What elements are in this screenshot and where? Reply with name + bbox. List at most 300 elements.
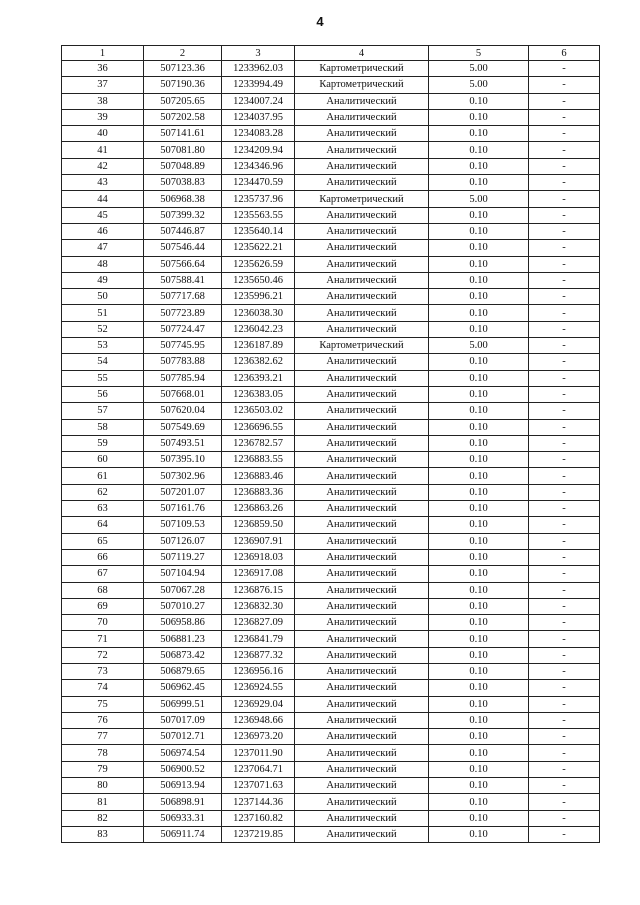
note-cell: - bbox=[529, 338, 600, 354]
x-coordinate-cell: 506898.91 bbox=[144, 794, 222, 810]
method-cell: Аналитический bbox=[295, 240, 429, 256]
table-row bbox=[62, 289, 600, 305]
point-number-cell: 75 bbox=[62, 696, 144, 712]
x-coordinate-cell: 506900.52 bbox=[144, 761, 222, 777]
table-row bbox=[62, 77, 600, 93]
y-coordinate-cell: 1233994.49 bbox=[222, 77, 295, 93]
method-cell: Аналитический bbox=[295, 93, 429, 109]
accuracy-cell: 0.10 bbox=[429, 761, 529, 777]
x-coordinate-cell: 507119.27 bbox=[144, 549, 222, 565]
method-cell: Аналитический bbox=[295, 647, 429, 663]
point-number-cell: 55 bbox=[62, 370, 144, 386]
note-cell: - bbox=[529, 745, 600, 761]
method-cell: Аналитический bbox=[295, 158, 429, 174]
method-cell: Аналитический bbox=[295, 729, 429, 745]
y-coordinate-cell: 1236876.15 bbox=[222, 582, 295, 598]
x-coordinate-cell: 507724.47 bbox=[144, 321, 222, 337]
note-cell: - bbox=[529, 354, 600, 370]
method-cell: Аналитический bbox=[295, 175, 429, 191]
y-coordinate-cell: 1236918.03 bbox=[222, 549, 295, 565]
method-cell: Аналитический bbox=[295, 745, 429, 761]
y-coordinate-cell: 1236841.79 bbox=[222, 631, 295, 647]
x-coordinate-cell: 507566.64 bbox=[144, 256, 222, 272]
note-cell: - bbox=[529, 191, 600, 207]
method-cell: Аналитический bbox=[295, 289, 429, 305]
point-number-cell: 46 bbox=[62, 223, 144, 239]
table-row bbox=[62, 696, 600, 712]
method-cell: Аналитический bbox=[295, 256, 429, 272]
accuracy-cell: 0.10 bbox=[429, 663, 529, 679]
y-coordinate-cell: 1234037.95 bbox=[222, 109, 295, 125]
method-cell: Аналитический bbox=[295, 272, 429, 288]
x-coordinate-cell: 507202.58 bbox=[144, 109, 222, 125]
method-cell: Аналитический bbox=[295, 566, 429, 582]
point-number-cell: 67 bbox=[62, 566, 144, 582]
table-row bbox=[62, 175, 600, 191]
accuracy-cell: 0.10 bbox=[429, 549, 529, 565]
point-number-cell: 76 bbox=[62, 712, 144, 728]
method-cell: Картометрический bbox=[295, 191, 429, 207]
y-coordinate-cell: 1235650.46 bbox=[222, 272, 295, 288]
accuracy-cell: 0.10 bbox=[429, 533, 529, 549]
x-coordinate-cell: 507546.44 bbox=[144, 240, 222, 256]
accuracy-cell: 0.10 bbox=[429, 598, 529, 614]
note-cell: - bbox=[529, 126, 600, 142]
accuracy-cell: 0.10 bbox=[429, 305, 529, 321]
note-cell: - bbox=[529, 647, 600, 663]
x-coordinate-cell: 507399.32 bbox=[144, 207, 222, 223]
method-cell: Аналитический bbox=[295, 126, 429, 142]
note-cell: - bbox=[529, 403, 600, 419]
accuracy-cell: 0.10 bbox=[429, 207, 529, 223]
y-coordinate-cell: 1236382.62 bbox=[222, 354, 295, 370]
point-number-cell: 42 bbox=[62, 158, 144, 174]
table-row bbox=[62, 126, 600, 142]
x-coordinate-cell: 507745.95 bbox=[144, 338, 222, 354]
note-cell: - bbox=[529, 256, 600, 272]
table-row bbox=[62, 615, 600, 631]
x-coordinate-cell: 507010.27 bbox=[144, 598, 222, 614]
accuracy-cell: 0.10 bbox=[429, 794, 529, 810]
table-row bbox=[62, 517, 600, 533]
method-cell: Аналитический bbox=[295, 484, 429, 500]
y-coordinate-cell: 1236973.20 bbox=[222, 729, 295, 745]
y-coordinate-cell: 1236503.02 bbox=[222, 403, 295, 419]
method-cell: Картометрический bbox=[295, 338, 429, 354]
y-coordinate-cell: 1236782.57 bbox=[222, 435, 295, 451]
accuracy-cell: 0.10 bbox=[429, 435, 529, 451]
y-coordinate-cell: 1236877.32 bbox=[222, 647, 295, 663]
accuracy-cell: 0.10 bbox=[429, 745, 529, 761]
y-coordinate-cell: 1237064.71 bbox=[222, 761, 295, 777]
accuracy-cell: 0.10 bbox=[429, 501, 529, 517]
point-number-cell: 38 bbox=[62, 93, 144, 109]
accuracy-cell: 0.10 bbox=[429, 93, 529, 109]
method-cell: Аналитический bbox=[295, 794, 429, 810]
note-cell: - bbox=[529, 729, 600, 745]
y-coordinate-cell: 1237011.90 bbox=[222, 745, 295, 761]
x-coordinate-cell: 507161.76 bbox=[144, 501, 222, 517]
method-cell: Аналитический bbox=[295, 223, 429, 239]
accuracy-cell: 0.10 bbox=[429, 810, 529, 826]
accuracy-cell: 0.10 bbox=[429, 468, 529, 484]
table-row bbox=[62, 566, 600, 582]
method-cell: Аналитический bbox=[295, 517, 429, 533]
accuracy-cell: 5.00 bbox=[429, 338, 529, 354]
table-row bbox=[62, 191, 600, 207]
x-coordinate-cell: 507048.89 bbox=[144, 158, 222, 174]
point-number-cell: 82 bbox=[62, 810, 144, 826]
x-coordinate-cell: 507723.89 bbox=[144, 305, 222, 321]
table-row bbox=[62, 403, 600, 419]
table-row bbox=[62, 419, 600, 435]
point-number-cell: 71 bbox=[62, 631, 144, 647]
method-cell: Аналитический bbox=[295, 501, 429, 517]
note-cell: - bbox=[529, 517, 600, 533]
point-number-cell: 44 bbox=[62, 191, 144, 207]
accuracy-cell: 0.10 bbox=[429, 109, 529, 125]
y-coordinate-cell: 1234007.24 bbox=[222, 93, 295, 109]
table-row bbox=[62, 109, 600, 125]
table-row bbox=[62, 93, 600, 109]
y-coordinate-cell: 1236187.89 bbox=[222, 338, 295, 354]
y-coordinate-cell: 1236863.26 bbox=[222, 501, 295, 517]
note-cell: - bbox=[529, 549, 600, 565]
accuracy-cell: 5.00 bbox=[429, 191, 529, 207]
table-row bbox=[62, 158, 600, 174]
x-coordinate-cell: 507446.87 bbox=[144, 223, 222, 239]
accuracy-cell: 0.10 bbox=[429, 223, 529, 239]
y-coordinate-cell: 1236038.30 bbox=[222, 305, 295, 321]
y-coordinate-cell: 1235640.14 bbox=[222, 223, 295, 239]
method-cell: Аналитический bbox=[295, 598, 429, 614]
note-cell: - bbox=[529, 712, 600, 728]
table-header-row bbox=[62, 46, 600, 61]
table-row bbox=[62, 435, 600, 451]
x-coordinate-cell: 507783.88 bbox=[144, 354, 222, 370]
table-row bbox=[62, 745, 600, 761]
point-number-cell: 69 bbox=[62, 598, 144, 614]
accuracy-cell: 0.10 bbox=[429, 566, 529, 582]
table-body bbox=[62, 61, 600, 843]
point-number-cell: 66 bbox=[62, 549, 144, 565]
note-cell: - bbox=[529, 272, 600, 288]
accuracy-cell: 0.10 bbox=[429, 615, 529, 631]
y-coordinate-cell: 1233962.03 bbox=[222, 61, 295, 77]
accuracy-cell: 0.10 bbox=[429, 142, 529, 158]
point-number-cell: 70 bbox=[62, 615, 144, 631]
point-number-cell: 72 bbox=[62, 647, 144, 663]
point-number-cell: 50 bbox=[62, 289, 144, 305]
note-cell: - bbox=[529, 175, 600, 191]
note-cell: - bbox=[529, 386, 600, 402]
x-coordinate-cell: 506974.54 bbox=[144, 745, 222, 761]
column-header: 2 bbox=[144, 46, 222, 61]
y-coordinate-cell: 1235626.59 bbox=[222, 256, 295, 272]
x-coordinate-cell: 507493.51 bbox=[144, 435, 222, 451]
table-row bbox=[62, 386, 600, 402]
y-coordinate-cell: 1236827.09 bbox=[222, 615, 295, 631]
table-row bbox=[62, 729, 600, 745]
point-number-cell: 36 bbox=[62, 61, 144, 77]
note-cell: - bbox=[529, 207, 600, 223]
y-coordinate-cell: 1236883.46 bbox=[222, 468, 295, 484]
table-row bbox=[62, 778, 600, 794]
x-coordinate-cell: 507038.83 bbox=[144, 175, 222, 191]
method-cell: Аналитический bbox=[295, 403, 429, 419]
column-header: 1 bbox=[62, 46, 144, 61]
accuracy-cell: 0.10 bbox=[429, 370, 529, 386]
x-coordinate-cell: 506962.45 bbox=[144, 680, 222, 696]
note-cell: - bbox=[529, 794, 600, 810]
y-coordinate-cell: 1236393.21 bbox=[222, 370, 295, 386]
point-number-cell: 62 bbox=[62, 484, 144, 500]
method-cell: Аналитический bbox=[295, 761, 429, 777]
note-cell: - bbox=[529, 240, 600, 256]
column-header: 3 bbox=[222, 46, 295, 61]
table-row bbox=[62, 305, 600, 321]
y-coordinate-cell: 1234083.28 bbox=[222, 126, 295, 142]
point-number-cell: 83 bbox=[62, 826, 144, 842]
note-cell: - bbox=[529, 810, 600, 826]
x-coordinate-cell: 506873.42 bbox=[144, 647, 222, 663]
point-number-cell: 80 bbox=[62, 778, 144, 794]
y-coordinate-cell: 1236883.36 bbox=[222, 484, 295, 500]
point-number-cell: 61 bbox=[62, 468, 144, 484]
x-coordinate-cell: 507017.09 bbox=[144, 712, 222, 728]
x-coordinate-cell: 507067.28 bbox=[144, 582, 222, 598]
x-coordinate-cell: 507104.94 bbox=[144, 566, 222, 582]
note-cell: - bbox=[529, 419, 600, 435]
note-cell: - bbox=[529, 778, 600, 794]
y-coordinate-cell: 1236948.66 bbox=[222, 712, 295, 728]
table-row bbox=[62, 761, 600, 777]
point-number-cell: 41 bbox=[62, 142, 144, 158]
note-cell: - bbox=[529, 484, 600, 500]
table-row bbox=[62, 501, 600, 517]
point-number-cell: 78 bbox=[62, 745, 144, 761]
table-row bbox=[62, 370, 600, 386]
note-cell: - bbox=[529, 761, 600, 777]
note-cell: - bbox=[529, 566, 600, 582]
x-coordinate-cell: 507302.96 bbox=[144, 468, 222, 484]
x-coordinate-cell: 507201.07 bbox=[144, 484, 222, 500]
accuracy-cell: 0.10 bbox=[429, 289, 529, 305]
note-cell: - bbox=[529, 223, 600, 239]
accuracy-cell: 0.10 bbox=[429, 321, 529, 337]
y-coordinate-cell: 1235622.21 bbox=[222, 240, 295, 256]
note-cell: - bbox=[529, 142, 600, 158]
method-cell: Аналитический bbox=[295, 142, 429, 158]
point-number-cell: 47 bbox=[62, 240, 144, 256]
y-coordinate-cell: 1235563.55 bbox=[222, 207, 295, 223]
accuracy-cell: 0.10 bbox=[429, 126, 529, 142]
table-row bbox=[62, 631, 600, 647]
accuracy-cell: 0.10 bbox=[429, 680, 529, 696]
table-row bbox=[62, 598, 600, 614]
note-cell: - bbox=[529, 826, 600, 842]
point-number-cell: 60 bbox=[62, 452, 144, 468]
method-cell: Аналитический bbox=[295, 354, 429, 370]
method-cell: Аналитический bbox=[295, 370, 429, 386]
point-number-cell: 54 bbox=[62, 354, 144, 370]
point-number-cell: 57 bbox=[62, 403, 144, 419]
table-row bbox=[62, 794, 600, 810]
x-coordinate-cell: 506881.23 bbox=[144, 631, 222, 647]
x-coordinate-cell: 507081.80 bbox=[144, 142, 222, 158]
note-cell: - bbox=[529, 533, 600, 549]
y-coordinate-cell: 1236042.23 bbox=[222, 321, 295, 337]
point-number-cell: 53 bbox=[62, 338, 144, 354]
accuracy-cell: 0.10 bbox=[429, 419, 529, 435]
method-cell: Аналитический bbox=[295, 663, 429, 679]
method-cell: Аналитический bbox=[295, 615, 429, 631]
y-coordinate-cell: 1236883.55 bbox=[222, 452, 295, 468]
x-coordinate-cell: 507126.07 bbox=[144, 533, 222, 549]
x-coordinate-cell: 507123.36 bbox=[144, 61, 222, 77]
point-number-cell: 65 bbox=[62, 533, 144, 549]
method-cell: Аналитический bbox=[295, 631, 429, 647]
table-row bbox=[62, 680, 600, 696]
method-cell: Аналитический bbox=[295, 810, 429, 826]
point-number-cell: 64 bbox=[62, 517, 144, 533]
x-coordinate-cell: 507785.94 bbox=[144, 370, 222, 386]
point-number-cell: 58 bbox=[62, 419, 144, 435]
y-coordinate-cell: 1237219.85 bbox=[222, 826, 295, 842]
y-coordinate-cell: 1236696.55 bbox=[222, 419, 295, 435]
x-coordinate-cell: 507588.41 bbox=[144, 272, 222, 288]
note-cell: - bbox=[529, 109, 600, 125]
point-number-cell: 56 bbox=[62, 386, 144, 402]
accuracy-cell: 0.10 bbox=[429, 696, 529, 712]
method-cell: Аналитический bbox=[295, 321, 429, 337]
method-cell: Аналитический bbox=[295, 533, 429, 549]
method-cell: Аналитический bbox=[295, 549, 429, 565]
accuracy-cell: 5.00 bbox=[429, 77, 529, 93]
table-row bbox=[62, 61, 600, 77]
table-row bbox=[62, 549, 600, 565]
point-number-cell: 79 bbox=[62, 761, 144, 777]
method-cell: Аналитический bbox=[295, 452, 429, 468]
point-number-cell: 74 bbox=[62, 680, 144, 696]
method-cell: Картометрический bbox=[295, 61, 429, 77]
method-cell: Аналитический bbox=[295, 680, 429, 696]
x-coordinate-cell: 507668.01 bbox=[144, 386, 222, 402]
note-cell: - bbox=[529, 77, 600, 93]
note-cell: - bbox=[529, 158, 600, 174]
table-row bbox=[62, 647, 600, 663]
y-coordinate-cell: 1236917.08 bbox=[222, 566, 295, 582]
y-coordinate-cell: 1236956.16 bbox=[222, 663, 295, 679]
table-row bbox=[62, 223, 600, 239]
x-coordinate-cell: 507109.53 bbox=[144, 517, 222, 533]
y-coordinate-cell: 1236859.50 bbox=[222, 517, 295, 533]
accuracy-cell: 0.10 bbox=[429, 826, 529, 842]
table-row bbox=[62, 484, 600, 500]
x-coordinate-cell: 507012.71 bbox=[144, 729, 222, 745]
accuracy-cell: 0.10 bbox=[429, 647, 529, 663]
method-cell: Аналитический bbox=[295, 712, 429, 728]
y-coordinate-cell: 1236907.91 bbox=[222, 533, 295, 549]
x-coordinate-cell: 506911.74 bbox=[144, 826, 222, 842]
method-cell: Аналитический bbox=[295, 305, 429, 321]
accuracy-cell: 0.10 bbox=[429, 778, 529, 794]
y-coordinate-cell: 1237071.63 bbox=[222, 778, 295, 794]
point-number-cell: 37 bbox=[62, 77, 144, 93]
x-coordinate-cell: 506968.38 bbox=[144, 191, 222, 207]
method-cell: Аналитический bbox=[295, 826, 429, 842]
y-coordinate-cell: 1236929.04 bbox=[222, 696, 295, 712]
y-coordinate-cell: 1234470.59 bbox=[222, 175, 295, 191]
method-cell: Аналитический bbox=[295, 468, 429, 484]
accuracy-cell: 0.10 bbox=[429, 517, 529, 533]
note-cell: - bbox=[529, 631, 600, 647]
note-cell: - bbox=[529, 598, 600, 614]
point-number-cell: 52 bbox=[62, 321, 144, 337]
x-coordinate-cell: 507190.36 bbox=[144, 77, 222, 93]
table-row bbox=[62, 142, 600, 158]
x-coordinate-cell: 506879.65 bbox=[144, 663, 222, 679]
x-coordinate-cell: 507717.68 bbox=[144, 289, 222, 305]
x-coordinate-cell: 506958.86 bbox=[144, 615, 222, 631]
x-coordinate-cell: 506999.51 bbox=[144, 696, 222, 712]
method-cell: Аналитический bbox=[295, 109, 429, 125]
note-cell: - bbox=[529, 305, 600, 321]
table-row bbox=[62, 452, 600, 468]
table-row bbox=[62, 582, 600, 598]
method-cell: Аналитический bbox=[295, 419, 429, 435]
note-cell: - bbox=[529, 321, 600, 337]
note-cell: - bbox=[529, 582, 600, 598]
y-coordinate-cell: 1237144.36 bbox=[222, 794, 295, 810]
note-cell: - bbox=[529, 289, 600, 305]
accuracy-cell: 0.10 bbox=[429, 631, 529, 647]
y-coordinate-cell: 1236383.05 bbox=[222, 386, 295, 402]
accuracy-cell: 0.10 bbox=[429, 240, 529, 256]
x-coordinate-cell: 507549.69 bbox=[144, 419, 222, 435]
point-number-cell: 59 bbox=[62, 435, 144, 451]
table-row bbox=[62, 207, 600, 223]
accuracy-cell: 0.10 bbox=[429, 403, 529, 419]
accuracy-cell: 0.10 bbox=[429, 452, 529, 468]
point-number-cell: 77 bbox=[62, 729, 144, 745]
point-number-cell: 45 bbox=[62, 207, 144, 223]
table-row bbox=[62, 826, 600, 842]
method-cell: Картометрический bbox=[295, 77, 429, 93]
accuracy-cell: 0.10 bbox=[429, 272, 529, 288]
method-cell: Аналитический bbox=[295, 207, 429, 223]
column-header: 6 bbox=[529, 46, 600, 61]
point-number-cell: 40 bbox=[62, 126, 144, 142]
page-number: 4 bbox=[316, 14, 324, 29]
point-number-cell: 81 bbox=[62, 794, 144, 810]
note-cell: - bbox=[529, 468, 600, 484]
method-cell: Аналитический bbox=[295, 435, 429, 451]
note-cell: - bbox=[529, 501, 600, 517]
accuracy-cell: 0.10 bbox=[429, 158, 529, 174]
point-number-cell: 49 bbox=[62, 272, 144, 288]
table-row bbox=[62, 810, 600, 826]
y-coordinate-cell: 1237160.82 bbox=[222, 810, 295, 826]
accuracy-cell: 0.10 bbox=[429, 729, 529, 745]
method-cell: Аналитический bbox=[295, 386, 429, 402]
x-coordinate-cell: 506913.94 bbox=[144, 778, 222, 794]
note-cell: - bbox=[529, 680, 600, 696]
accuracy-cell: 0.10 bbox=[429, 582, 529, 598]
point-number-cell: 39 bbox=[62, 109, 144, 125]
y-coordinate-cell: 1235996.21 bbox=[222, 289, 295, 305]
table-row bbox=[62, 533, 600, 549]
